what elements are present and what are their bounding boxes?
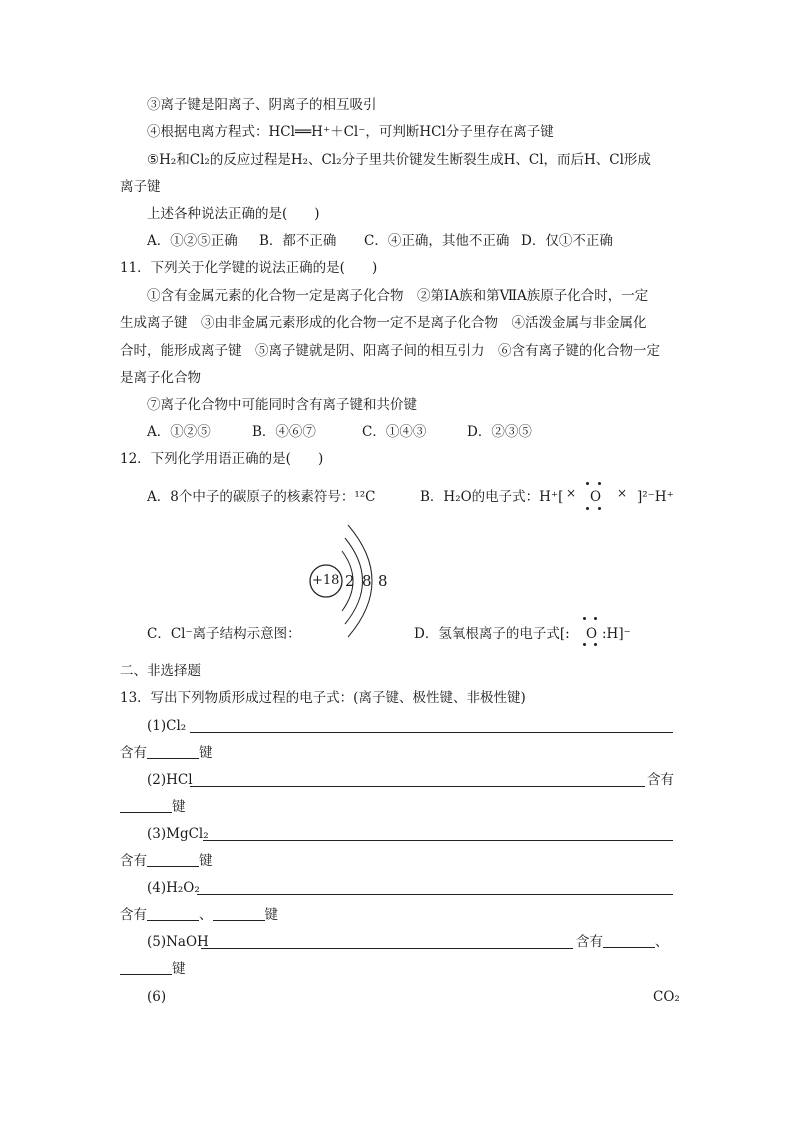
contains-label: 含有 (120, 907, 147, 923)
q10-statement-4: ④根据电离方程式：HCl══H⁺＋Cl⁻，可判断HCl分子里存在离子键 (147, 124, 554, 140)
q12-option-d-oxygen: O (586, 626, 598, 642)
answer-line[interactable] (201, 948, 573, 949)
electron-dot (586, 482, 589, 485)
x-mark-left: × (566, 486, 577, 500)
bond-type-blank-2[interactable] (213, 906, 265, 921)
electron-dot (583, 643, 586, 646)
q11-option-d: D．②③⑤ (467, 424, 532, 440)
shell-1-electrons: 2 (345, 572, 355, 590)
q13-title: 13．写出下列物质形成过程的电子式：(离子键、极性键、非极性键) (120, 690, 526, 706)
electron-dot (594, 617, 597, 620)
q13-item-6-label: (6) (147, 989, 167, 1005)
q13-item-1-answer (120, 743, 213, 763)
bond-type-blank[interactable] (147, 744, 199, 759)
bond-label: 键 (264, 907, 278, 923)
q13-item-5-contains (576, 932, 669, 952)
q10-statement-5-cont: 离子键 (120, 179, 161, 195)
answer-line[interactable] (203, 840, 673, 841)
bond-label: 键 (172, 799, 186, 815)
q11-line-1: ①含有金属元素的化合物一定是离子化合物 ②第ⅠA族和第ⅦA族原子化合时，一定 (147, 288, 649, 304)
contains-label: 含有 (120, 745, 147, 761)
q10-statement-3: ③离子键是阳离子、阴离子的相互吸引 (147, 97, 377, 113)
bond-label: 键 (199, 745, 213, 761)
q13-item-6-formula: CO₂ (653, 989, 680, 1005)
q12-option-c: C．Cl⁻离子结构示意图： (147, 626, 301, 642)
q10-option-d: D．仅①不正确 (521, 233, 613, 249)
q13-item-2-answer (120, 797, 186, 817)
q13-item-1-label: (1)Cl₂ (147, 718, 187, 734)
answer-line[interactable] (190, 786, 645, 787)
q13-item-4-label: (4)H₂O₂ (147, 880, 200, 896)
contains-label: 含有 (647, 772, 674, 788)
q10-option-a: A．①②⑤正确 (147, 233, 238, 249)
electron-dot (583, 617, 586, 620)
q13-item-5-answer (120, 959, 186, 979)
q11-option-b: B．④⑥⑦ (252, 424, 316, 440)
q12-option-b-prefix: B．H₂O的电子式：H⁺[ (420, 489, 564, 505)
q10-statement-5: ⑤H₂和Cl₂的反应过程是H₂、Cl₂分子里共价键发生断裂生成H、Cl，而后H、Cl形成 (147, 152, 651, 168)
x-mark-right: × (617, 486, 628, 500)
bond-label: 键 (199, 853, 213, 869)
bond-type-blank-1[interactable] (147, 906, 199, 921)
q11-option-c: C．①④③ (362, 424, 427, 440)
q11-line-4: 是离子化合物 (120, 370, 201, 386)
q12-option-b-oxygen: O (590, 489, 602, 505)
q10-stem: 上述各种说法正确的是( ) (147, 206, 320, 222)
q13-item-3-answer (120, 851, 213, 871)
bond-type-blank-1[interactable] (603, 933, 655, 948)
q13-item-5-label: (5)NaOH (147, 934, 209, 950)
q11-line-5: ⑦离子化合物中可能同时含有离子键和共价键 (147, 397, 417, 413)
q11-options (147, 422, 532, 442)
answer-line[interactable] (190, 732, 673, 733)
answer-line[interactable] (197, 894, 673, 895)
q12-option-d-prefix: D．氢氧根离子的电子式[: (414, 626, 570, 642)
q10-options (147, 231, 613, 251)
q13-item-4-answer (120, 905, 278, 925)
separator: 、 (655, 934, 669, 950)
bond-type-blank[interactable] (120, 798, 172, 813)
section-heading: 二、非选择题 (120, 663, 201, 679)
q11-option-a: A．①②⑤ (147, 424, 211, 440)
bond-label: 键 (172, 961, 186, 977)
contains-label: 含有 (120, 853, 147, 869)
q12-option-b-suffix: ]²⁻H⁺ (637, 489, 674, 505)
shell-2-electrons: 8 (362, 572, 372, 590)
q10-option-c: C．④正确，其他不正确 (364, 233, 510, 249)
separator: 、 (199, 907, 213, 923)
q10-option-b: B．都不正确 (259, 233, 337, 249)
q11-line-3: 合时，能形成离子键 ⑤离子键就是阴、阳离子间的相互引力 ⑥含有离子键的化合物一定 (120, 343, 660, 359)
bond-type-blank[interactable] (147, 852, 199, 867)
q11-title: 11．下列关于化学键的说法正确的是( ) (120, 260, 378, 276)
bond-type-blank-2[interactable] (120, 960, 172, 975)
nucleus-charge: +18 (312, 573, 340, 588)
q11-line-2: 生成离子键 ③由非金属元素形成的化合物一定不是离子化合物 ④活泼金属与非金属化 (120, 315, 647, 331)
q12-option-d-suffix: :H]⁻ (602, 626, 631, 642)
electron-dot (598, 507, 601, 510)
q12-option-a: A．8个中子的碳原子的核素符号：¹²C (147, 489, 376, 505)
electron-dot (598, 482, 601, 485)
electron-dot (586, 507, 589, 510)
q13-item-2-label: (2)HCl (147, 772, 193, 788)
q13-item-3-label: (3)MgCl₂ (147, 826, 209, 842)
shell-3-electrons: 8 (378, 572, 388, 590)
q12-title: 12．下列化学用语正确的是( ) (120, 451, 324, 467)
electron-dot (594, 643, 597, 646)
contains-label: 含有 (576, 934, 603, 950)
